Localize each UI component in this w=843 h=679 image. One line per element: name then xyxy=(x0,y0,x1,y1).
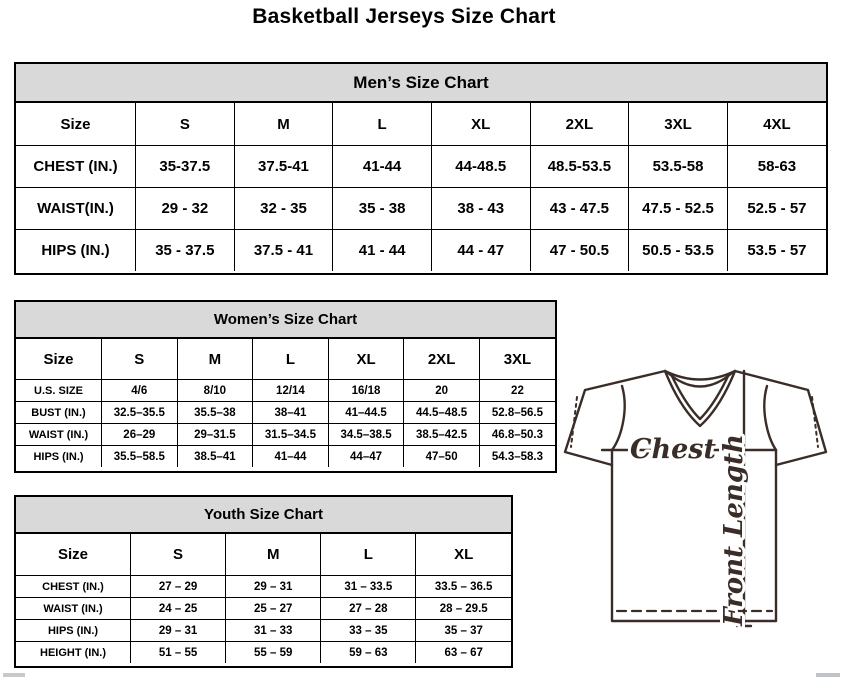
value-cell: 44 - 47 xyxy=(431,230,530,272)
value-cell: 31 – 33 xyxy=(226,620,321,642)
size-column-header: S xyxy=(136,103,235,146)
value-cell: 22 xyxy=(479,380,555,402)
row-label: HIPS (IN.) xyxy=(16,620,131,642)
value-cell: 29–31.5 xyxy=(177,424,253,446)
size-column-header: 3XL xyxy=(629,103,728,146)
measurement-row xyxy=(16,402,555,424)
row-label: HIPS (IN.) xyxy=(16,230,136,272)
size-column-header: 2XL xyxy=(530,103,629,146)
value-cell: 37.5-41 xyxy=(234,146,333,188)
value-cell: 41 - 44 xyxy=(333,230,432,272)
value-cell: 47 - 50.5 xyxy=(530,230,629,272)
value-cell: 27 – 28 xyxy=(321,598,416,620)
size-column-header: M xyxy=(226,534,321,576)
size-column-header: M xyxy=(234,103,333,146)
value-cell: 53.5-58 xyxy=(629,146,728,188)
value-cell: 48.5-53.5 xyxy=(530,146,629,188)
value-cell: 46.8–50.3 xyxy=(479,424,555,446)
youth-size-chart xyxy=(14,495,513,668)
youth-size-chart-title: Youth Size Chart xyxy=(16,497,511,534)
value-cell: 52.8–56.5 xyxy=(479,402,555,424)
value-cell: 53.5 - 57 xyxy=(727,230,826,272)
value-cell: 35 – 37 xyxy=(416,620,511,642)
value-cell: 12/14 xyxy=(253,380,329,402)
size-column-header: 3XL xyxy=(479,339,555,380)
value-cell: 44–47 xyxy=(328,446,404,468)
measurement-row xyxy=(16,642,511,664)
size-column-header: M xyxy=(177,339,253,380)
value-cell: 20 xyxy=(404,380,480,402)
measurement-row xyxy=(16,188,826,230)
row-label: U.S. SIZE xyxy=(16,380,102,402)
measurement-row xyxy=(16,230,826,272)
value-cell: 47.5 - 52.5 xyxy=(629,188,728,230)
size-column-header: L xyxy=(333,103,432,146)
size-column-header: 2XL xyxy=(404,339,480,380)
size-corner-header: Size xyxy=(16,534,131,576)
value-cell: 58-63 xyxy=(727,146,826,188)
value-cell: 33.5 – 36.5 xyxy=(416,576,511,598)
value-cell: 35.5–58.5 xyxy=(102,446,178,468)
measurement-row xyxy=(16,424,555,446)
value-cell: 24 – 25 xyxy=(131,598,226,620)
mens-size-chart-title: Men’s Size Chart xyxy=(16,64,826,103)
measurement-row xyxy=(16,446,555,468)
mens-size-table xyxy=(16,103,826,271)
value-cell: 29 - 32 xyxy=(136,188,235,230)
value-cell: 41–44 xyxy=(253,446,329,468)
size-corner-header: Size xyxy=(16,339,102,380)
measurement-row xyxy=(16,380,555,402)
jersey-measurement-diagram xyxy=(558,362,830,662)
value-cell: 44-48.5 xyxy=(431,146,530,188)
value-cell: 4/6 xyxy=(102,380,178,402)
value-cell: 32.5–35.5 xyxy=(102,402,178,424)
row-label: HIPS (IN.) xyxy=(16,446,102,468)
measurement-row xyxy=(16,146,826,188)
size-column-header: 4XL xyxy=(727,103,826,146)
jersey-right-armhole xyxy=(764,386,776,450)
value-cell: 38–41 xyxy=(253,402,329,424)
value-cell: 31.5–34.5 xyxy=(253,424,329,446)
value-cell: 27 – 29 xyxy=(131,576,226,598)
size-column-header: L xyxy=(253,339,329,380)
value-cell: 54.3–58.3 xyxy=(479,446,555,468)
value-cell: 16/18 xyxy=(328,380,404,402)
size-corner-header: Size xyxy=(16,103,136,146)
value-cell: 25 – 27 xyxy=(226,598,321,620)
header-row xyxy=(16,339,555,380)
value-cell: 35 - 38 xyxy=(333,188,432,230)
youth-size-table xyxy=(16,534,511,663)
value-cell: 43 - 47.5 xyxy=(530,188,629,230)
value-cell: 31 – 33.5 xyxy=(321,576,416,598)
value-cell: 33 – 35 xyxy=(321,620,416,642)
womens-size-chart-title: Women’s Size Chart xyxy=(16,302,555,339)
row-label: CHEST (IN.) xyxy=(16,576,131,598)
measurement-row xyxy=(16,620,511,642)
value-cell: 59 – 63 xyxy=(321,642,416,664)
value-cell: 29 – 31 xyxy=(226,576,321,598)
value-cell: 35-37.5 xyxy=(136,146,235,188)
size-column-header: L xyxy=(321,534,416,576)
value-cell: 47–50 xyxy=(404,446,480,468)
value-cell: 63 – 67 xyxy=(416,642,511,664)
row-label: WAIST (IN.) xyxy=(16,424,102,446)
row-label: HEIGHT (IN.) xyxy=(16,642,131,664)
value-cell: 38 - 43 xyxy=(431,188,530,230)
size-column-header: XL xyxy=(431,103,530,146)
size-column-header: S xyxy=(131,534,226,576)
chest-label: Chest xyxy=(630,434,716,465)
size-column-header: XL xyxy=(416,534,511,576)
mens-size-chart xyxy=(14,62,828,275)
value-cell: 44.5–48.5 xyxy=(404,402,480,424)
scrollbar-fragment-left xyxy=(3,673,25,677)
row-label: WAIST (IN.) xyxy=(16,598,131,620)
front-length-label: Front Length xyxy=(719,434,749,626)
value-cell: 50.5 - 53.5 xyxy=(629,230,728,272)
row-label: BUST (IN.) xyxy=(16,402,102,424)
value-cell: 51 – 55 xyxy=(131,642,226,664)
size-column-header: S xyxy=(102,339,178,380)
value-cell: 28 – 29.5 xyxy=(416,598,511,620)
value-cell: 35 - 37.5 xyxy=(136,230,235,272)
womens-size-table xyxy=(16,339,555,467)
header-row xyxy=(16,103,826,146)
jersey-body-outline xyxy=(612,450,776,621)
scrollbar-fragment-right xyxy=(816,673,840,677)
measurement-row xyxy=(16,598,511,620)
value-cell: 8/10 xyxy=(177,380,253,402)
value-cell: 55 – 59 xyxy=(226,642,321,664)
value-cell: 35.5–38 xyxy=(177,402,253,424)
womens-size-chart xyxy=(14,300,557,473)
row-label: WAIST(IN.) xyxy=(16,188,136,230)
value-cell: 38.5–41 xyxy=(177,446,253,468)
value-cell: 41–44.5 xyxy=(328,402,404,424)
value-cell: 38.5–42.5 xyxy=(404,424,480,446)
jersey-left-armhole xyxy=(612,386,625,450)
page-title: Basketball Jerseys Size Chart xyxy=(252,5,556,28)
value-cell: 52.5 - 57 xyxy=(727,188,826,230)
size-column-header: XL xyxy=(328,339,404,380)
value-cell: 37.5 - 41 xyxy=(234,230,333,272)
value-cell: 41-44 xyxy=(333,146,432,188)
value-cell: 29 – 31 xyxy=(131,620,226,642)
row-label: CHEST (IN.) xyxy=(16,146,136,188)
value-cell: 32 - 35 xyxy=(234,188,333,230)
value-cell: 34.5–38.5 xyxy=(328,424,404,446)
value-cell: 26–29 xyxy=(102,424,178,446)
header-row xyxy=(16,534,511,576)
measurement-row xyxy=(16,576,511,598)
